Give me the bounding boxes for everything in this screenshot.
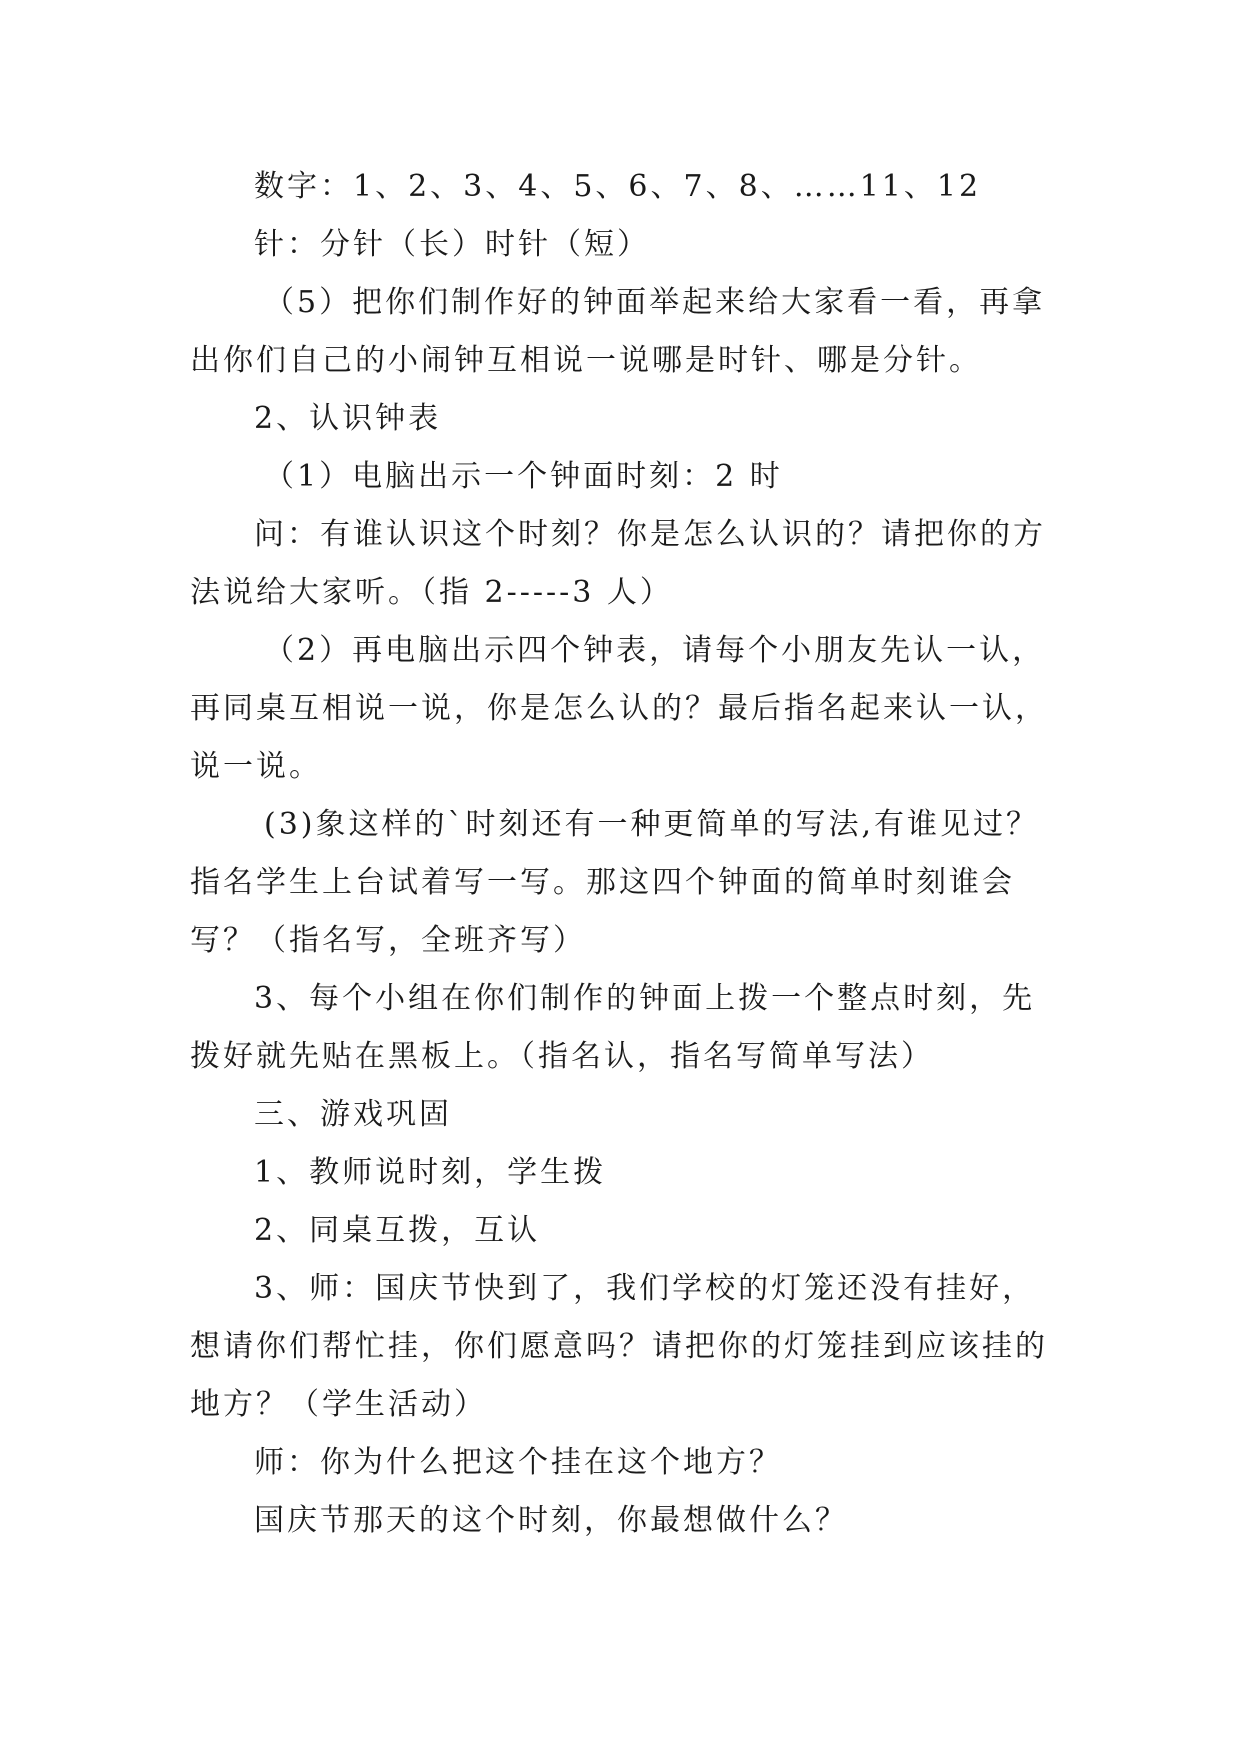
text-line: 说一说。 (190, 749, 322, 784)
text-line: 针：分针（长）时针（短） (254, 227, 650, 262)
text-line: 3、每个小组在你们制作的钟面上拨一个整点时刻，先 (254, 981, 1036, 1016)
text-line: （1）电脑出示一个钟面时刻：2 时 (264, 459, 783, 494)
text-line: 国庆节那天的这个时刻，你最想做什么？ (254, 1503, 848, 1538)
text-line: 问：有谁认识这个时刻？你是怎么认识的？请把你的方 (254, 517, 1046, 552)
text-line: 3、师：国庆节快到了，我们学校的灯笼还没有挂好， (254, 1271, 1036, 1306)
text-line: 师：你为什么把这个挂在这个地方？ (254, 1445, 782, 1480)
text-line: 写？（指名写，全班齐写） (190, 923, 586, 958)
text-line: 出你们自己的小闹钟互相说一说哪是时针、哪是分针。 (190, 343, 982, 378)
text-line: 法说给大家听。（指 2-----3 人） (190, 575, 673, 610)
text-line: 数字：1、2、3、4、5、6、7、8、……11、12 (254, 169, 982, 204)
text-line: （2）再电脑出示四个钟表，请每个小朋友先认一认， (264, 633, 1046, 668)
text-line: 2、认识钟表 (254, 401, 442, 436)
document-body (190, 158, 1060, 1550)
section-heading: 三、游戏巩固 (254, 1097, 452, 1132)
text-line: 地方？（学生活动） (190, 1387, 487, 1422)
text-line: (3)象这样的`时刻还有一种更简单的写法,有谁见过？ (264, 807, 1040, 842)
text-line: 拨好就先贴在黑板上。（指名认，指名写简单写法） (190, 1039, 934, 1074)
text-line: 2、同桌互拨，互认 (254, 1213, 541, 1248)
text-line: （5）把你们制作好的钟面举起来给大家看一看，再拿 (264, 285, 1046, 320)
text-line: 指名学生上台试着写一写。那这四个钟面的简单时刻谁会 (190, 865, 1015, 900)
text-line: 想请你们帮忙挂，你们愿意吗？请把你的灯笼挂到应该挂的 (190, 1329, 1048, 1364)
text-line: 再同桌互相说一说，你是怎么认的？最后指名起来认一认， (190, 691, 1048, 726)
text-line: 1、教师说时刻，学生拨 (254, 1155, 607, 1190)
